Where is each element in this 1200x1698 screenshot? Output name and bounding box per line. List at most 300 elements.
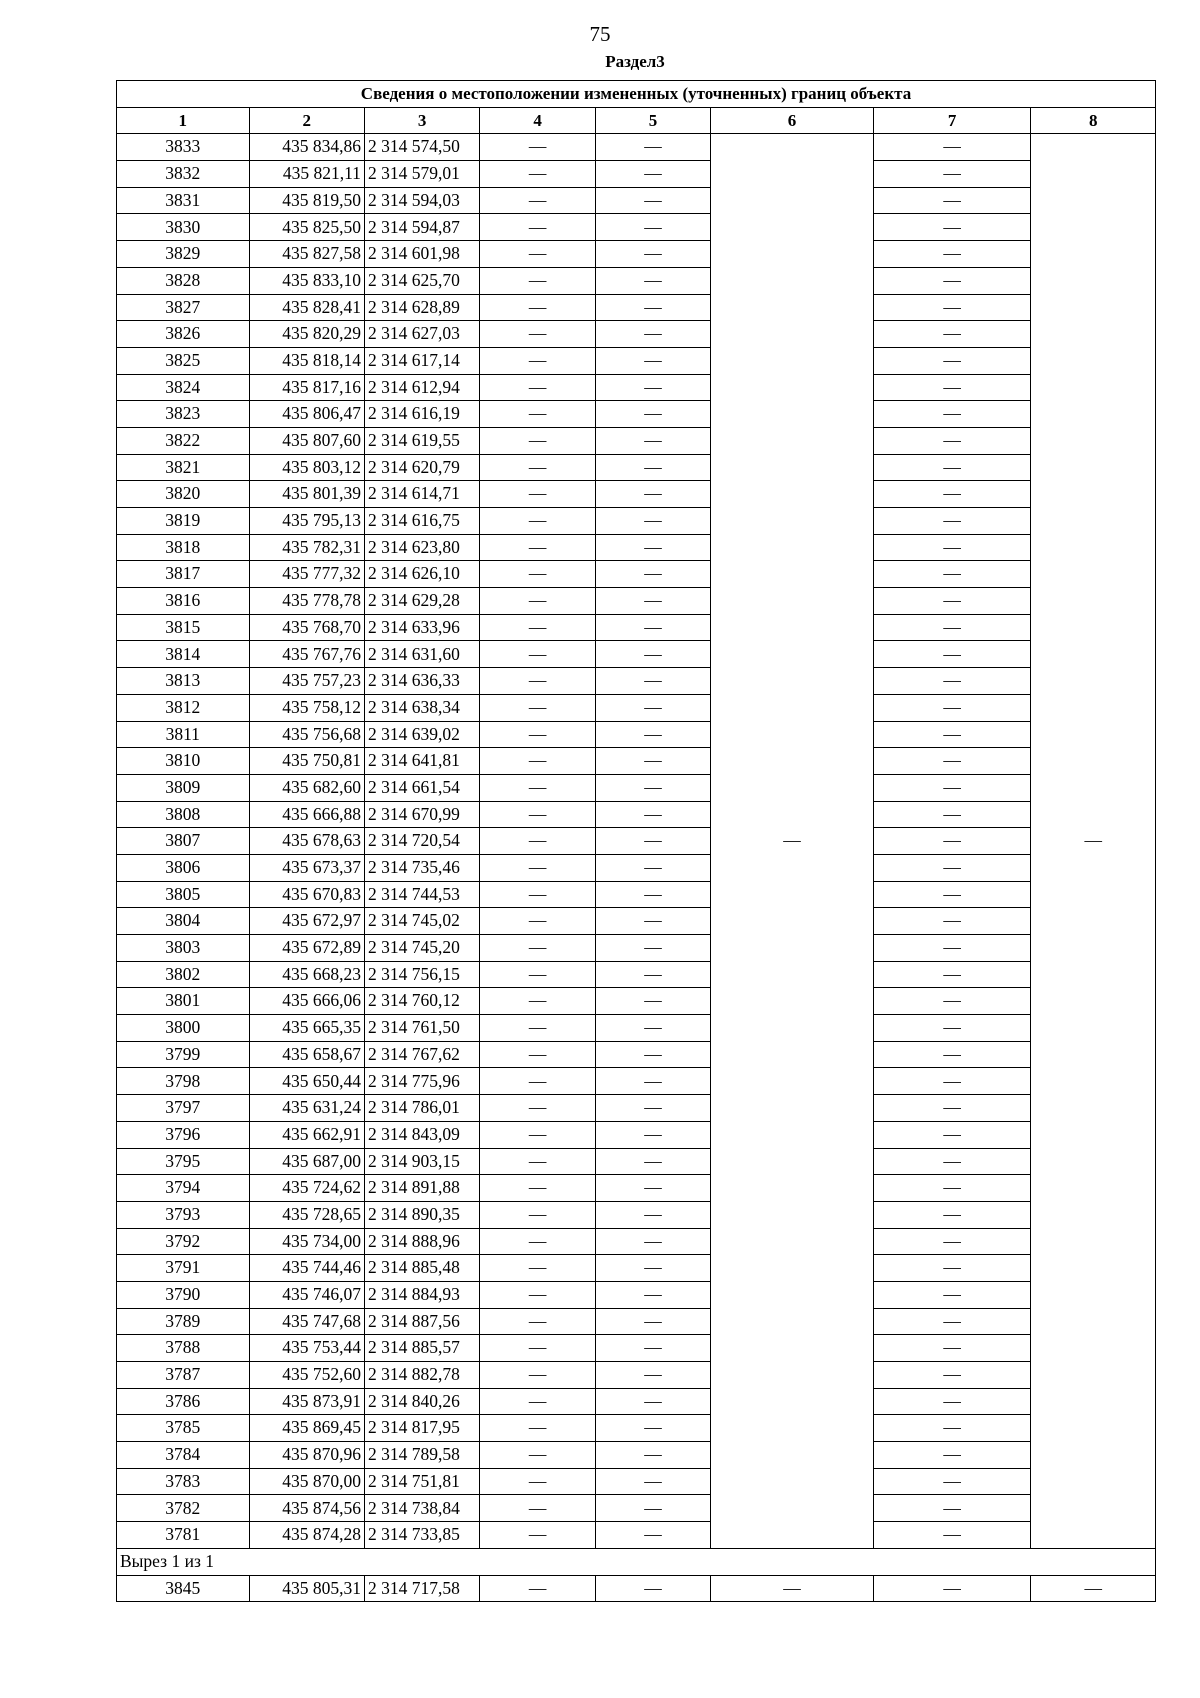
point-number-cell: 3787 [117,1362,250,1389]
table-row [117,1121,1156,1148]
dash-cell: — [480,294,595,321]
dash-cell: — [595,1281,710,1308]
dash-cell: — [595,721,710,748]
dash-cell: — [480,801,595,828]
dash-cell: — [480,1335,595,1362]
point-number-cell: 3805 [117,881,250,908]
dash-cell: — [595,641,710,668]
table-row [117,187,1156,214]
table-row [117,508,1156,535]
table-row [117,294,1156,321]
point-number-cell: 3781 [117,1522,250,1549]
dash-cell: — [480,508,595,535]
x-coordinate-cell: 435 819,50 [249,187,364,214]
column-header-row [117,107,1156,134]
point-number-cell: 3814 [117,641,250,668]
x-coordinate-cell: 435 803,12 [249,454,364,481]
x-coordinate-cell: 435 753,44 [249,1335,364,1362]
point-number-cell: 3816 [117,588,250,615]
column-header: 8 [1031,107,1156,134]
dash-cell: — [873,374,1031,401]
y-coordinate-cell: 2 314 614,71 [364,481,479,508]
x-coordinate-cell: 435 768,70 [249,614,364,641]
dash-cell: — [595,347,710,374]
point-number-cell: 3809 [117,774,250,801]
dash-cell: — [595,694,710,721]
x-coordinate-cell: 435 756,68 [249,721,364,748]
dash-cell: — [873,241,1031,268]
y-coordinate-cell: 2 314 612,94 [364,374,479,401]
dash-cell: — [873,881,1031,908]
point-number-cell: 3825 [117,347,250,374]
point-number-cell: 3828 [117,267,250,294]
table-row [117,1068,1156,1095]
y-coordinate-cell: 2 314 885,48 [364,1255,479,1282]
table-row [117,641,1156,668]
point-number-cell: 3795 [117,1148,250,1175]
column-8-merged-cell: — [1031,134,1156,1548]
y-coordinate-cell: 2 314 670,99 [364,801,479,828]
dash-cell: — [480,161,595,188]
dash-cell: — [480,828,595,855]
table-row [117,694,1156,721]
dash-cell: — [595,1068,710,1095]
y-coordinate-cell: 2 314 789,58 [364,1442,479,1469]
table-body [117,81,1156,1602]
y-coordinate-cell: 2 314 661,54 [364,774,479,801]
point-number-cell: 3797 [117,1095,250,1122]
dash-cell: — [480,881,595,908]
dash-cell: — [595,614,710,641]
dash-cell: — [480,187,595,214]
point-number-cell: 3806 [117,854,250,881]
dash-cell: — [873,614,1031,641]
y-coordinate-cell: 2 314 888,96 [364,1228,479,1255]
dash-cell: — [480,988,595,1015]
y-coordinate-cell: 2 314 601,98 [364,241,479,268]
dash-cell: — [873,1041,1031,1068]
dash-cell: — [873,828,1031,855]
table-row [117,935,1156,962]
dash-cell: — [595,454,710,481]
x-coordinate-cell: 435 834,86 [249,134,364,161]
x-coordinate-cell: 435 672,97 [249,908,364,935]
x-coordinate-cell: 435 833,10 [249,267,364,294]
dash-cell: — [595,801,710,828]
dash-cell: — [595,935,710,962]
table-row [117,828,1156,855]
dash-cell: — [873,187,1031,214]
x-coordinate-cell: 435 795,13 [249,508,364,535]
table-caption: Сведения о местоположении измененных (уточненных) границ объекта [117,81,1156,108]
table-row [117,161,1156,188]
dash-cell: — [595,1228,710,1255]
point-number-cell: 3817 [117,561,250,588]
y-coordinate-cell: 2 314 761,50 [364,1015,479,1042]
table-row [117,748,1156,775]
dash-cell: — [595,508,710,535]
dash-cell: — [595,1335,710,1362]
dash-cell: — [595,1041,710,1068]
table-row [117,1281,1156,1308]
column-header: 7 [873,107,1031,134]
dash-cell: — [480,1228,595,1255]
y-coordinate-cell: 2 314 735,46 [364,854,479,881]
table-row [117,614,1156,641]
dash-cell: — [595,1255,710,1282]
dash-cell: — [480,481,595,508]
table-row [117,347,1156,374]
dash-cell: — [873,801,1031,828]
table-row [117,1415,1156,1442]
y-coordinate-cell: 2 314 884,93 [364,1281,479,1308]
y-coordinate-cell: 2 314 887,56 [364,1308,479,1335]
dash-cell: — [480,854,595,881]
x-coordinate-cell: 435 650,44 [249,1068,364,1095]
dash-cell: — [480,1068,595,1095]
point-number-cell: 3807 [117,828,250,855]
column-header: 1 [117,107,250,134]
point-number-cell: 3794 [117,1175,250,1202]
dash-cell: — [480,748,595,775]
x-coordinate-cell: 435 658,67 [249,1041,364,1068]
point-number-cell: 3791 [117,1255,250,1282]
dash-cell: — [711,1575,874,1602]
x-coordinate-cell: 435 752,60 [249,1362,364,1389]
dash-cell: — [595,134,710,161]
table-row [117,1495,1156,1522]
dash-cell: — [480,1041,595,1068]
table-row [117,908,1156,935]
dash-cell: — [873,1201,1031,1228]
dash-cell: — [873,1468,1031,1495]
dash-cell: — [873,721,1031,748]
dash-cell: — [873,134,1031,161]
y-coordinate-cell: 2 314 626,10 [364,561,479,588]
y-coordinate-cell: 2 314 756,15 [364,961,479,988]
x-coordinate-cell: 435 747,68 [249,1308,364,1335]
x-coordinate-cell: 435 777,32 [249,561,364,588]
point-number-cell: 3792 [117,1228,250,1255]
dash-cell: — [595,1148,710,1175]
dash-cell: — [595,161,710,188]
dash-cell: — [595,588,710,615]
table-row [117,1255,1156,1282]
dash-cell: — [873,481,1031,508]
x-coordinate-cell: 435 767,76 [249,641,364,668]
point-number-cell: 3815 [117,614,250,641]
dash-cell: — [480,214,595,241]
table-row [117,1175,1156,1202]
x-coordinate-cell: 435 805,31 [249,1575,364,1602]
dash-cell: — [873,1068,1031,1095]
y-coordinate-cell: 2 314 638,34 [364,694,479,721]
table-caption-row [117,81,1156,108]
point-number-cell: 3782 [117,1495,250,1522]
point-number-cell: 3804 [117,908,250,935]
table-row [117,1148,1156,1175]
dash-cell: — [480,1522,595,1549]
point-number-cell: 3818 [117,534,250,561]
x-coordinate-cell: 435 869,45 [249,1415,364,1442]
dash-cell: — [595,1495,710,1522]
table-row [117,214,1156,241]
y-coordinate-cell: 2 314 629,28 [364,588,479,615]
dash-cell: — [480,1095,595,1122]
dash-cell: — [595,1522,710,1549]
dash-cell: — [873,1095,1031,1122]
x-coordinate-cell: 435 670,83 [249,881,364,908]
dash-cell: — [595,1575,710,1602]
dash-cell: — [595,988,710,1015]
dash-cell: — [873,1575,1031,1602]
y-coordinate-cell: 2 314 843,09 [364,1121,479,1148]
x-coordinate-cell: 435 631,24 [249,1095,364,1122]
y-coordinate-cell: 2 314 882,78 [364,1362,479,1389]
table-row [117,774,1156,801]
dash-cell: — [480,1415,595,1442]
x-coordinate-cell: 435 818,14 [249,347,364,374]
x-coordinate-cell: 435 874,56 [249,1495,364,1522]
dash-cell: — [873,161,1031,188]
dash-cell: — [873,1442,1031,1469]
dash-cell: — [873,1015,1031,1042]
dash-cell: — [873,508,1031,535]
x-coordinate-cell: 435 757,23 [249,668,364,695]
column-header: 2 [249,107,364,134]
table-row [117,481,1156,508]
y-coordinate-cell: 2 314 745,02 [364,908,479,935]
point-number-cell: 3786 [117,1388,250,1415]
dash-cell: — [873,641,1031,668]
y-coordinate-cell: 2 314 625,70 [364,267,479,294]
y-coordinate-cell: 2 314 594,03 [364,187,479,214]
dash-cell: — [595,1388,710,1415]
x-coordinate-cell: 435 827,58 [249,241,364,268]
table-row [117,1095,1156,1122]
dash-cell: — [595,1201,710,1228]
point-number-cell: 3798 [117,1068,250,1095]
dash-cell: — [480,241,595,268]
x-coordinate-cell: 435 662,91 [249,1121,364,1148]
point-number-cell: 3790 [117,1281,250,1308]
point-number-cell: 3801 [117,988,250,1015]
dash-cell: — [595,854,710,881]
x-coordinate-cell: 435 673,37 [249,854,364,881]
dash-cell: — [873,1335,1031,1362]
y-coordinate-cell: 2 314 579,01 [364,161,479,188]
point-number-cell: 3845 [117,1575,250,1602]
dash-cell: — [480,614,595,641]
point-number-cell: 3796 [117,1121,250,1148]
dash-cell: — [873,1228,1031,1255]
y-coordinate-cell: 2 314 786,01 [364,1095,479,1122]
point-number-cell: 3803 [117,935,250,962]
section-title: Раздел3 [605,52,665,71]
point-number-cell: 3783 [117,1468,250,1495]
dash-cell: — [480,267,595,294]
table-row [117,1201,1156,1228]
table-row [117,1362,1156,1389]
x-coordinate-cell: 435 750,81 [249,748,364,775]
x-coordinate-cell: 435 724,62 [249,1175,364,1202]
point-number-cell: 3823 [117,401,250,428]
column-header: 5 [595,107,710,134]
dash-cell: — [873,1522,1031,1549]
y-coordinate-cell: 2 314 720,54 [364,828,479,855]
table-row [117,561,1156,588]
x-coordinate-cell: 435 782,31 [249,534,364,561]
dash-cell: — [480,935,595,962]
dash-cell: — [873,1255,1031,1282]
point-number-cell: 3785 [117,1415,250,1442]
x-coordinate-cell: 435 778,78 [249,588,364,615]
dash-cell: — [873,1415,1031,1442]
dash-cell: — [480,561,595,588]
y-coordinate-cell: 2 314 620,79 [364,454,479,481]
dash-cell: — [873,1308,1031,1335]
dash-cell: — [595,481,710,508]
dash-cell: — [595,294,710,321]
point-number-cell: 3789 [117,1308,250,1335]
dash-cell: — [873,854,1031,881]
dash-cell: — [480,1308,595,1335]
table-row [117,721,1156,748]
boundary-coordinates-table [116,80,1156,1602]
dash-cell: — [480,721,595,748]
point-number-cell: 3810 [117,748,250,775]
dash-cell: — [873,214,1031,241]
table-row [117,668,1156,695]
dash-cell: — [480,401,595,428]
dash-cell: — [873,988,1031,1015]
x-coordinate-cell: 435 821,11 [249,161,364,188]
point-number-cell: 3829 [117,241,250,268]
dash-cell: — [595,961,710,988]
dash-cell: — [480,134,595,161]
dash-cell: — [873,1148,1031,1175]
point-number-cell: 3824 [117,374,250,401]
table-row [117,1442,1156,1469]
page-number: 75 [589,22,611,46]
dash-cell: — [595,401,710,428]
point-number-cell: 3832 [117,161,250,188]
dash-cell: — [595,1095,710,1122]
x-coordinate-cell: 435 666,88 [249,801,364,828]
y-coordinate-cell: 2 314 574,50 [364,134,479,161]
table-row [117,1015,1156,1042]
dash-cell: — [480,1121,595,1148]
dash-cell: — [480,961,595,988]
y-coordinate-cell: 2 314 619,55 [364,427,479,454]
y-coordinate-cell: 2 314 817,95 [364,1415,479,1442]
dash-cell: — [595,668,710,695]
dash-cell: — [595,534,710,561]
dash-cell: — [595,321,710,348]
dash-cell: — [480,1442,595,1469]
dash-cell: — [873,1281,1031,1308]
point-number-cell: 3800 [117,1015,250,1042]
x-coordinate-cell: 435 820,29 [249,321,364,348]
dash-cell: — [595,267,710,294]
table-row [117,1388,1156,1415]
dash-cell: — [595,374,710,401]
dash-cell: — [480,534,595,561]
dash-cell: — [480,1281,595,1308]
y-coordinate-cell: 2 314 738,84 [364,1495,479,1522]
table-row [117,961,1156,988]
column-6-merged-cell: — [711,134,874,1548]
column-header: 3 [364,107,479,134]
x-coordinate-cell: 435 678,63 [249,828,364,855]
x-coordinate-cell: 435 734,00 [249,1228,364,1255]
dash-cell: — [1031,1575,1156,1602]
dash-cell: — [595,1121,710,1148]
y-coordinate-cell: 2 314 745,20 [364,935,479,962]
table-row [117,801,1156,828]
dash-cell: — [595,187,710,214]
dash-cell: — [873,534,1031,561]
cutout-table-row [117,1575,1156,1602]
dash-cell: — [480,694,595,721]
table-row [117,854,1156,881]
dash-cell: — [873,1388,1031,1415]
point-number-cell: 3793 [117,1201,250,1228]
point-number-cell: 3831 [117,187,250,214]
x-coordinate-cell: 435 746,07 [249,1281,364,1308]
dash-cell: — [873,321,1031,348]
table-row [117,1308,1156,1335]
dash-cell: — [480,641,595,668]
point-number-cell: 3827 [117,294,250,321]
dash-cell: — [595,427,710,454]
y-coordinate-cell: 2 314 628,89 [364,294,479,321]
point-number-cell: 3812 [117,694,250,721]
x-coordinate-cell: 435 870,00 [249,1468,364,1495]
point-number-cell: 3820 [117,481,250,508]
point-number-cell: 3802 [117,961,250,988]
table-row [117,1335,1156,1362]
column-header: 4 [480,107,595,134]
point-number-cell: 3788 [117,1335,250,1362]
dash-cell: — [873,294,1031,321]
x-coordinate-cell: 435 825,50 [249,214,364,241]
table-row [117,1522,1156,1549]
cutout-label: Вырез 1 из 1 [117,1548,1156,1575]
table-row [117,1468,1156,1495]
y-coordinate-cell: 2 314 623,80 [364,534,479,561]
dash-cell: — [595,774,710,801]
point-number-cell: 3821 [117,454,250,481]
x-coordinate-cell: 435 874,28 [249,1522,364,1549]
x-coordinate-cell: 435 873,91 [249,1388,364,1415]
dash-cell: — [480,1388,595,1415]
table-row [117,534,1156,561]
dash-cell: — [873,1495,1031,1522]
x-coordinate-cell: 435 744,46 [249,1255,364,1282]
x-coordinate-cell: 435 758,12 [249,694,364,721]
y-coordinate-cell: 2 314 767,62 [364,1041,479,1068]
dash-cell: — [480,1255,595,1282]
point-number-cell: 3813 [117,668,250,695]
column-header: 6 [711,107,874,134]
table-row [117,881,1156,908]
table-row [117,267,1156,294]
y-coordinate-cell: 2 314 751,81 [364,1468,479,1495]
dash-cell: — [873,454,1031,481]
x-coordinate-cell: 435 870,96 [249,1442,364,1469]
dash-cell: — [480,427,595,454]
